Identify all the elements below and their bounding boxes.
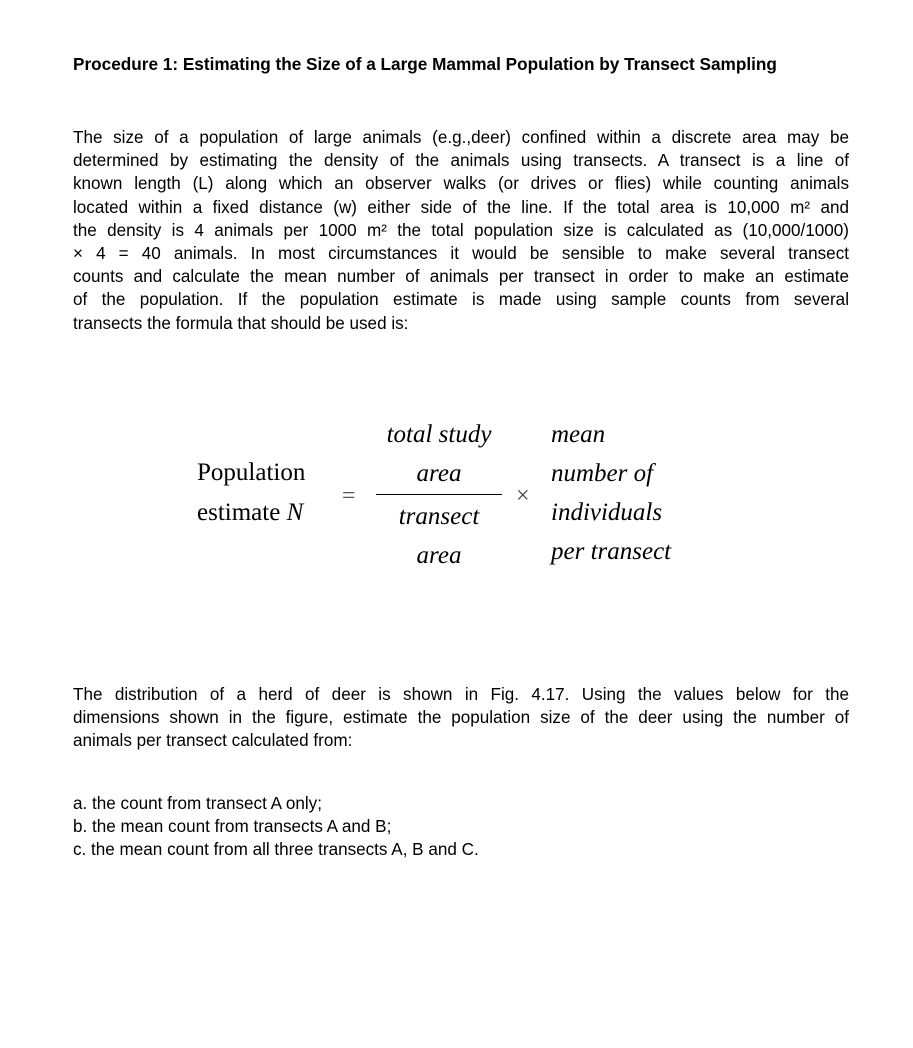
intro-line: the density is 4 animals per 1000 m² the total population size is calculated as (10,000/1000) xyxy=(73,220,849,240)
option-item: c. the mean count from all three transects A, B and C. xyxy=(73,840,479,860)
formula-lhs-variable: N xyxy=(286,499,304,526)
task-line: The distribution of a herd of deer is shown in Fig. 4.17. Using the values below for the xyxy=(73,685,849,704)
intro-line: of the population. If the population estimate is made using sample counts from several xyxy=(73,290,849,310)
formula-rhs-line: mean xyxy=(551,421,606,448)
formula-rhs-line: number of xyxy=(551,460,654,487)
question-options xyxy=(73,792,479,862)
task-line: animals per transect calculated from: xyxy=(73,731,353,751)
formula-equals-sign: = xyxy=(342,483,356,509)
formula-rhs-line: individuals xyxy=(551,499,663,526)
intro-line: determined by estimating the density of the animals using transects. A transect is a line of xyxy=(73,151,849,171)
formula-lhs-line1: Population xyxy=(197,459,306,486)
option-item: a. the count from transect A only; xyxy=(73,794,322,813)
formula-denominator-line2: area xyxy=(416,542,462,569)
intro-line: The size of a population of large animals (e.g.,deer) confined within a discrete area may be xyxy=(73,128,849,147)
intro-paragraph xyxy=(73,126,849,335)
option-item: b. the mean count from transects A and B; xyxy=(73,817,392,837)
formula-times-sign: × xyxy=(516,483,530,509)
formula-numerator-line1: total study xyxy=(386,421,492,448)
intro-line: transects the formula that should be used is: xyxy=(73,313,409,333)
formula-numerator-line2: area xyxy=(416,460,462,487)
intro-line: known length (L) along which an observer walks (or drives or flies) while counting animals xyxy=(73,174,849,194)
formula-denominator-line1: transect xyxy=(398,503,480,530)
task-line: dimensions shown in the figure, estimate the population size of the deer using the number of xyxy=(73,708,849,728)
formula-rhs-line: per transect xyxy=(551,538,672,565)
intro-line: × 4 = 40 animals. In most circumstances it would be sensible to make several transect xyxy=(73,244,849,264)
formula-fraction-bar xyxy=(376,494,502,495)
task-paragraph xyxy=(73,683,849,753)
formula-lhs-line2 xyxy=(197,498,303,528)
intro-line: located within a fixed distance (w) either side of the line. If the total area is 10,000 m² and xyxy=(73,197,849,217)
formula-lhs-text: estimate xyxy=(197,499,287,526)
intro-line: counts and calculate the mean number of animals per transect in order to make an estimate xyxy=(73,267,849,287)
page-title: Procedure 1: Estimating the Size of a Large Mammal Population by Transect Sampling xyxy=(73,54,777,74)
